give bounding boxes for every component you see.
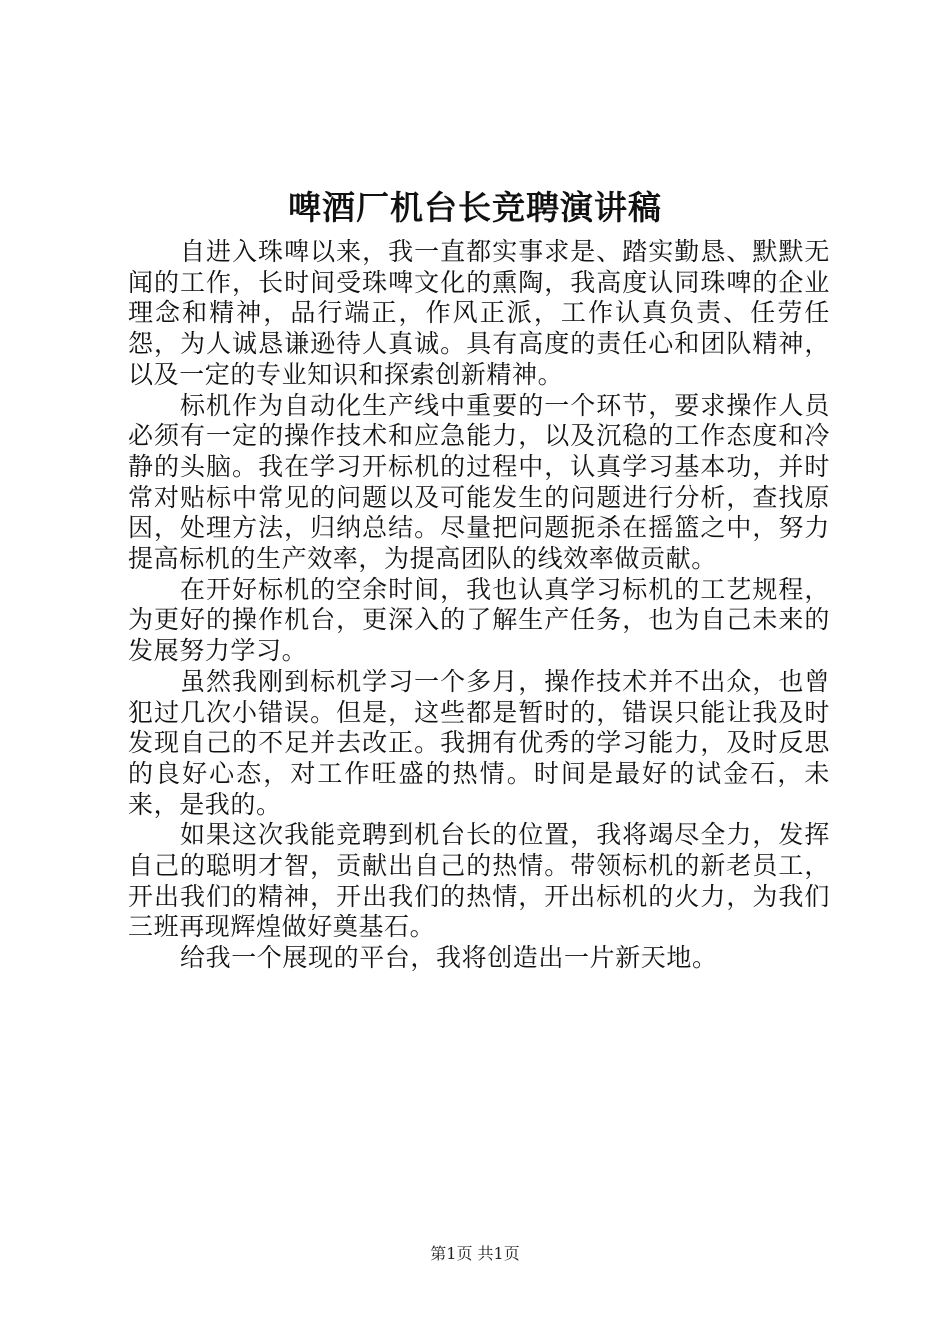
paragraph-3: 在开好标机的空余时间，我也认真学习标机的工艺规程，为更好的操作机台，更深入的了解生产任务，也为自己未来的发展努力学习。	[128, 574, 830, 666]
paragraph-5: 如果这次我能竞聘到机台长的位置，我将竭尽全力，发挥自己的聪明才智，贡献出自己的热情。带领标机的新老员工，开出我们的精神，开出我们的热情，开出标机的火力，为我们三班再现辉煌做好奠基石。	[128, 820, 830, 942]
page-number-footer: 第1页 共1页	[430, 1244, 520, 1263]
paragraph-1: 自进入珠啤以来，我一直都实事求是、踏实勤恳、默默无闻的工作，长时间受珠啤文化的熏陶，我高度认同珠啤的企业理念和精神，品行端正，作风正派，工作认真负责、任劳任怨，为人诚恳谦逊待人真诚。具有高度的责任心和团队精神，以及一定的专业知识和探索创新精神。	[128, 237, 830, 389]
document-title: 啤酒厂机台长竞聘演讲稿	[288, 188, 662, 227]
paragraph-2: 标机作为自动化生产线中重要的一个环节，要求操作人员必须有一定的操作技术和应急能力，以及沉稳的工作态度和冷静的头脑。我在学习开标机的过程中，认真学习基本功，并时常对贴标中常见的问题以及可能发生的问题进行分析，查找原因，处理方法，归纳总结。尽量把问题扼杀在摇篮之中，努力提高标机的生产效率，为提高团队的线效率做贡献。	[128, 390, 830, 574]
document-body	[128, 237, 830, 974]
paragraph-6: 给我一个展现的平台，我将创造出一片新天地。	[180, 943, 718, 973]
paragraph-4: 虽然我刚到标机学习一个多月，操作技术并不出众，也曾犯过几次小错误。但是，这些都是暂时的，错误只能让我及时发现自己的不足并去改正。我拥有优秀的学习能力，及时反思的良好心态，对工作旺盛的热情。时间是最好的试金石，未来，是我的。	[128, 666, 830, 819]
